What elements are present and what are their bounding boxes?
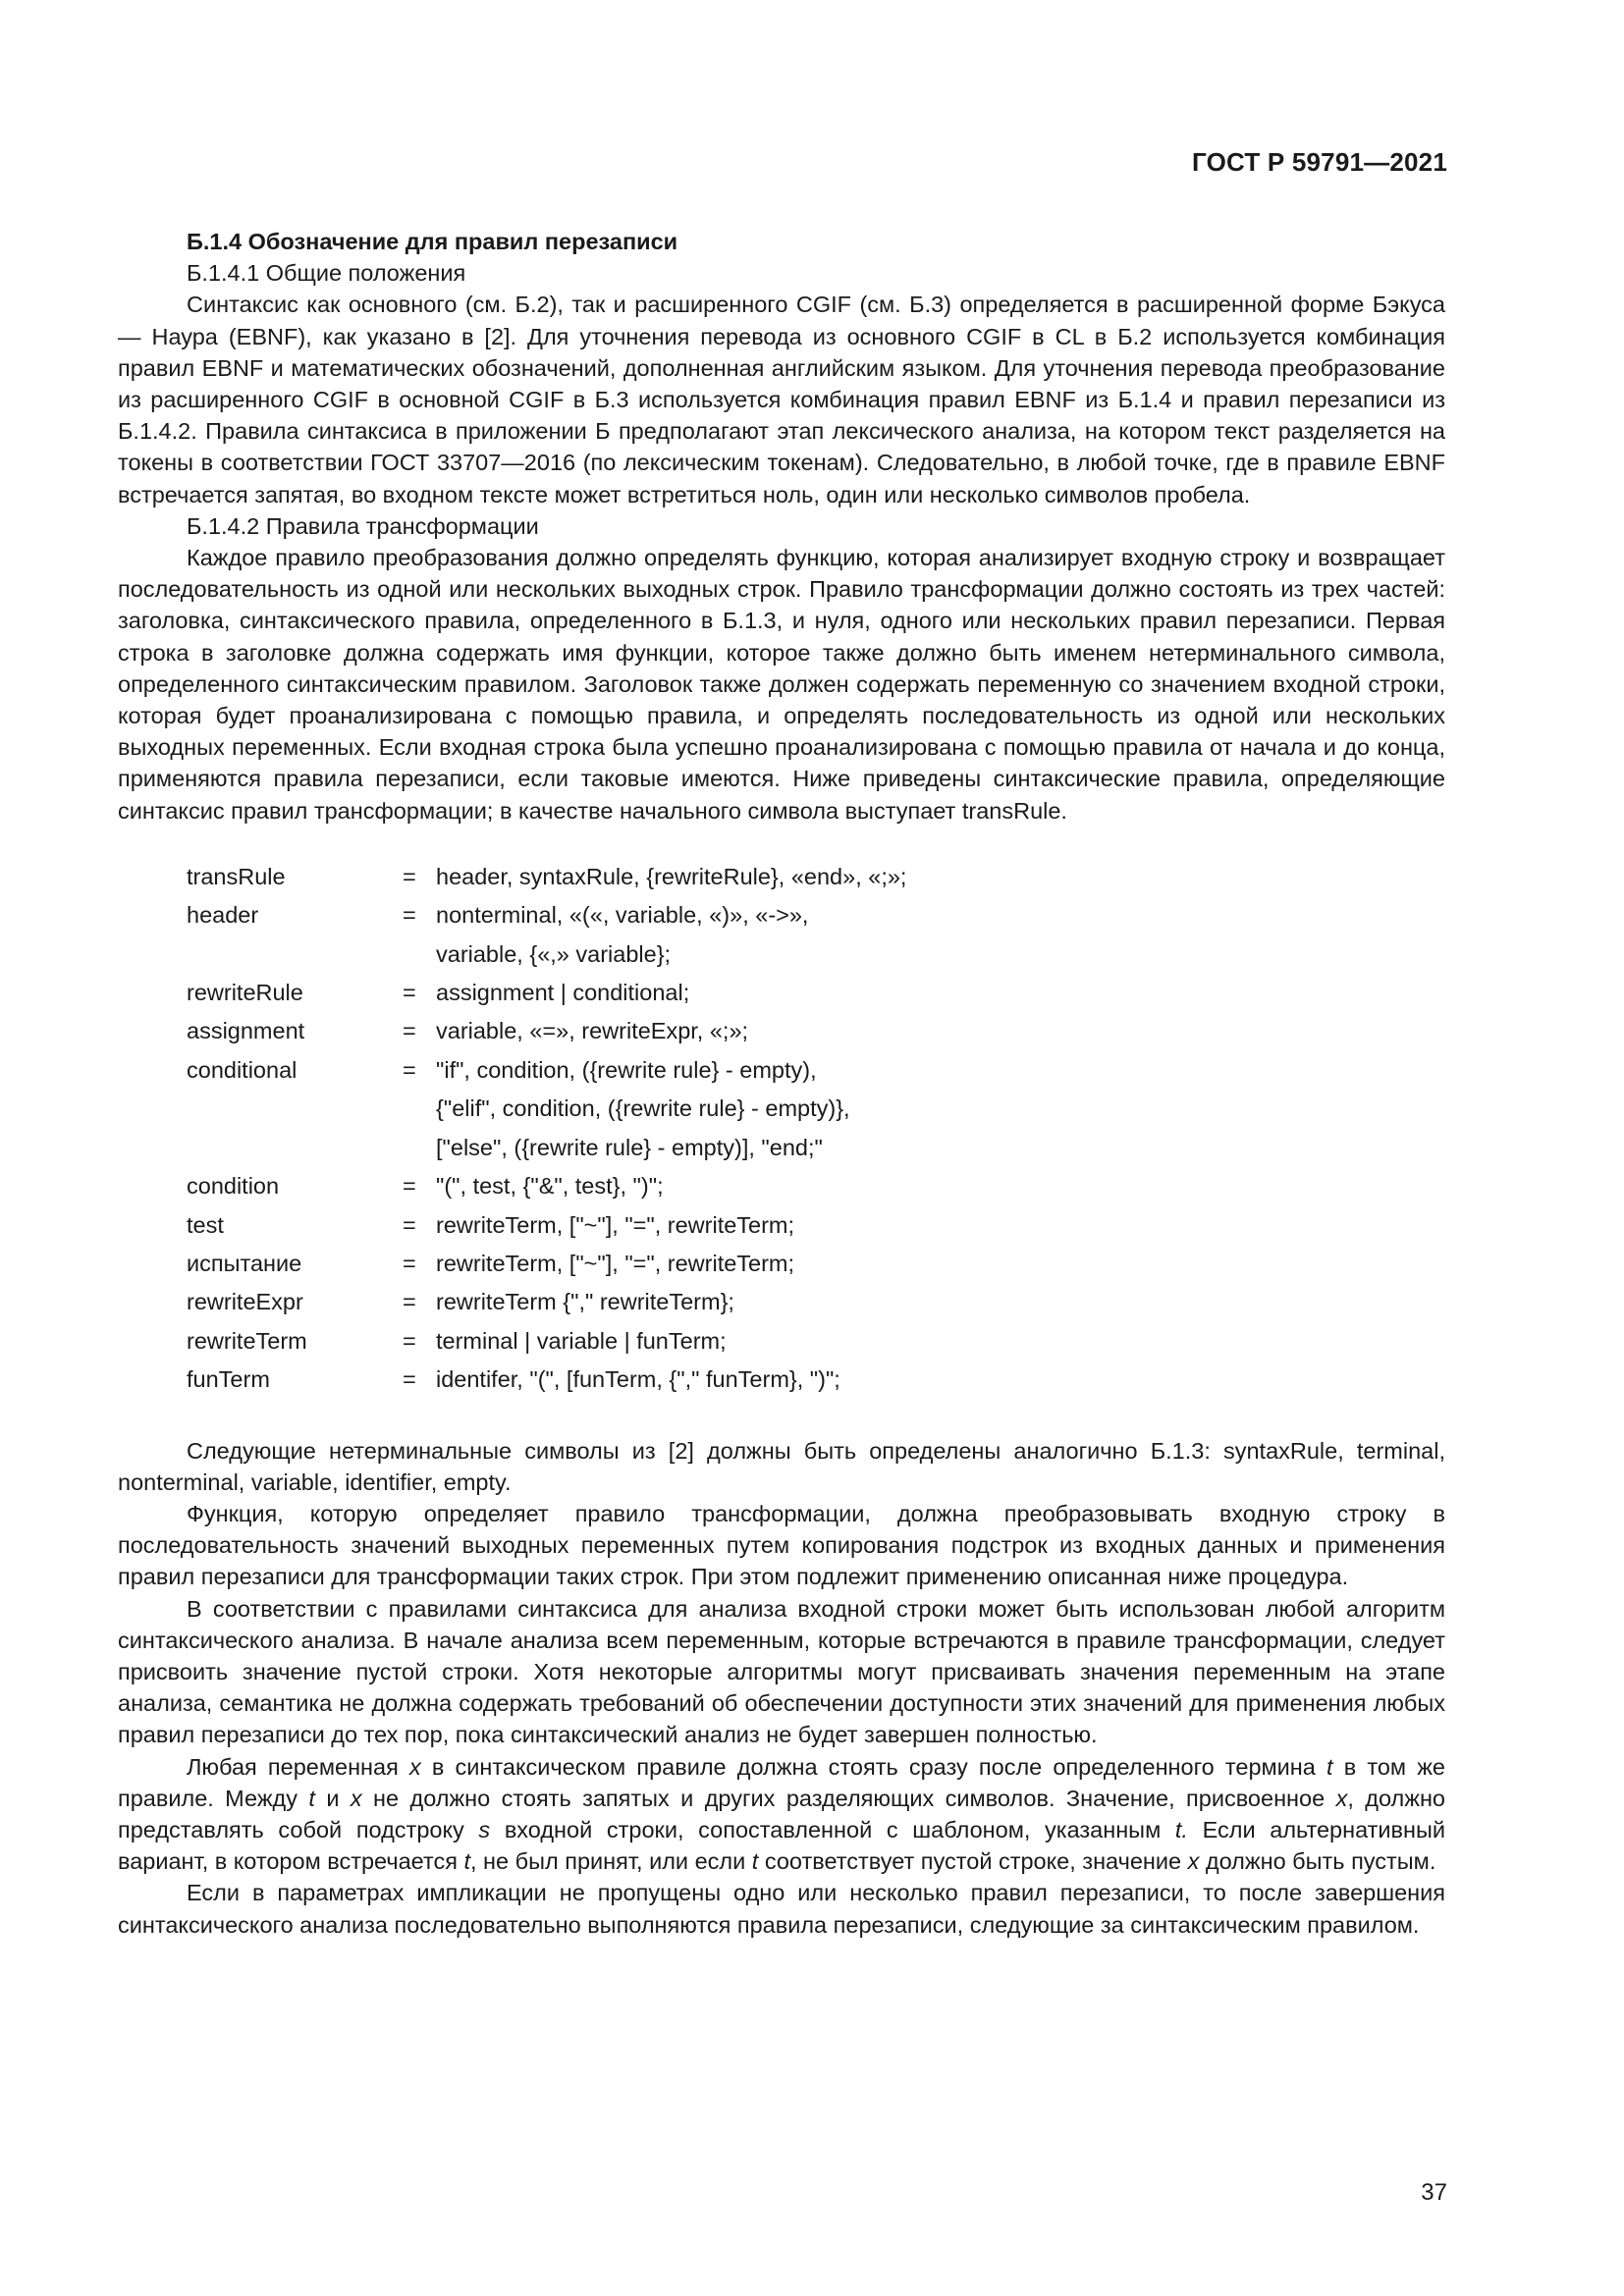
grammar-equals: = xyxy=(403,1173,416,1200)
grammar-equals: = xyxy=(403,1289,416,1315)
grammar-nonterminal: испытание xyxy=(187,1250,302,1276)
text-span: входной строки, сопоставленной с шаблоном, указанным xyxy=(490,1816,1175,1842)
grammar-definition: {"elif", condition, ({rewrite rule} - empty)}, xyxy=(436,1095,850,1122)
text-span: , должно представлять собой подстроку xyxy=(118,1785,1445,1842)
grammar-equals xyxy=(403,1090,436,1128)
text-span: Любая переменная xyxy=(187,1753,409,1780)
grammar-nonterminal xyxy=(187,1090,403,1128)
text-span: в том же правиле. Между xyxy=(118,1753,1446,1811)
var-t: t. xyxy=(1174,1816,1188,1842)
page-content xyxy=(118,226,1445,1941)
grammar-equals: = xyxy=(403,1366,416,1393)
grammar-equals: = xyxy=(403,1327,416,1354)
grammar-nonterminal: header xyxy=(187,902,259,929)
grammar-definition: "(", test, {"&", test}, ")"; xyxy=(436,1173,664,1200)
grammar-row xyxy=(187,974,906,1012)
var-x: x xyxy=(1187,1848,1200,1875)
grammar-definition: variable, «=», rewriteExpr, «;»; xyxy=(436,1018,749,1044)
paragraph-general: Синтаксис как основного (см. Б.2), так и расширенного CGIF (см. Б.3) определяется в расширенной форме Бэкуса — Наура (EBNF), как указано в [2]. Для уточнения перевода из основного CGIF в CL в Б.2 используется комбинация правил EBNF и математических обозначений, дополненная английским языком. Для уточнения перевода преобразование из расширенного CGIF в основной CGIF в Б.3 используется комбинация правил EBNF из Б.1.4 и правил перезаписи из Б.1.4.2. Правила синтаксиса в приложении Б предполагают этап лексического анализа, на котором текст разделяется на токены в соответствии ГОСТ 33707—2016 (по лексическим токенам). Следовательно, в любой точке, где в правиле EBNF встречается запятая, во входном тексте может встретиться ноль, один или несколько символов пробела. xyxy=(118,292,1445,507)
subsection-title-transformation: Б.1.4.2 Правила трансформации xyxy=(187,512,539,539)
grammar-row xyxy=(187,1361,906,1399)
var-t: t xyxy=(463,1848,470,1875)
paragraph-function: Функция, которую определяет правило трансформации, должна преобразовывать входную строку в последовательность значений выходных переменных путем копирования подстрок из входных данных и применения правил перезаписи для трансформации таких строк. При этом подлежит применению описанная ниже процедура. xyxy=(118,1500,1445,1590)
grammar-rules-table xyxy=(187,858,906,1400)
text-span: не должно стоять запятых и других разделяющих символов. Значение, присвоенное xyxy=(361,1785,1336,1811)
var-t: t xyxy=(751,1848,759,1875)
grammar-equals: = xyxy=(403,980,416,1006)
grammar-row xyxy=(187,1012,906,1050)
grammar-nonterminal: test xyxy=(187,1211,224,1238)
grammar-definition: rewriteTerm {"," rewriteTerm}; xyxy=(436,1289,734,1315)
text-span: в синтаксическом правиле должна стоять сразу после определенного термина xyxy=(420,1753,1327,1780)
grammar-equals: = xyxy=(403,1018,416,1044)
grammar-row xyxy=(187,1283,906,1321)
grammar-nonterminal: conditional xyxy=(187,1056,298,1083)
grammar-definition: identifer, "(", [funTerm, {"," funTerm}, ")"; xyxy=(436,1366,840,1393)
grammar-nonterminal: transRule xyxy=(187,863,286,889)
grammar-definition: ["else", ({rewrite rule} - empty)], "end;" xyxy=(436,1134,823,1160)
grammar-equals xyxy=(403,1129,436,1167)
page-number: 37 xyxy=(1421,2179,1447,2206)
grammar-equals: = xyxy=(403,1056,416,1083)
grammar-row xyxy=(187,1167,906,1205)
grammar-row xyxy=(187,935,906,974)
text-span: Если альтернативный вариант, в котором встречается xyxy=(118,1816,1445,1875)
var-s: s xyxy=(478,1816,491,1842)
grammar-equals xyxy=(403,935,436,974)
paragraph-nonterminals: Следующие нетерминальные символы из [2] должны быть определены аналогично Б.1.3: syntaxRule, terminal, nonterminal, variable, identifier, empty. xyxy=(118,1437,1445,1495)
text-span: соответствует пустой строке, значение xyxy=(758,1848,1188,1875)
var-x: x xyxy=(350,1785,362,1811)
var-t: t xyxy=(308,1785,315,1811)
grammar-row xyxy=(187,1051,906,1090)
grammar-row xyxy=(187,1206,906,1245)
grammar-equals: = xyxy=(403,902,416,929)
grammar-row xyxy=(187,1129,906,1167)
text-span: должно быть пустым. xyxy=(1199,1848,1436,1875)
var-x: x xyxy=(408,1753,421,1780)
grammar-definition: rewriteTerm, ["~"], "=", rewriteTerm; xyxy=(436,1211,795,1238)
paragraph-transformation: Каждое правило преобразования должно определять функцию, которая анализирует входную строку и возвращает последовательность из одной или нескольких выходных строк. Правило трансформации должно состоять из трех частей: заголовка, синтаксического правила, определенного в Б.1.3, и нуля, одного или нескольких правил перезаписи. Первая строка в заголовке должна содержать имя функции, которое также должно быть именем нетерминального символа, определенного синтаксическим правилом. Заголовок также должен содержать переменную со значением входной строки, которая будет проанализирована с помощью правила, и определять последовательность из одной или нескольких выходных переменных. Если входная строка была успешно проанализирована с помощью правила от начала и до конца, применяются правила перезаписи, если таковые имеются. Ниже приведены синтаксические правила, определяющие синтаксис правил трансформации; в качестве начального символа выступает transRule. xyxy=(118,545,1445,824)
var-t: t xyxy=(1326,1753,1333,1780)
grammar-row xyxy=(187,1090,906,1128)
section-heading: Б.1.4 Обозначение для правил перезаписи xyxy=(187,229,678,254)
subsection-title-general: Б.1.4.1 Общие положения xyxy=(187,260,466,287)
grammar-nonterminal xyxy=(187,1129,403,1167)
text-span: и xyxy=(314,1785,351,1811)
paragraph-parsing: В соответствии с правилами синтаксиса для анализа входной строки может быть использован любой алгоритм синтаксического анализа. В начале анализа всем переменным, которые встречаются в правиле трансформации, следует присвоить значение пустой строки. Хотя некоторые алгоритмы могут присваивать значения переменным на этапе анализа, семантика не должна содержать требований об обеспечении доступности этих значений для применения любых правил перезаписи до тех пор, пока синтаксический анализ не будет завершен полностью. xyxy=(118,1595,1445,1748)
standard-code: ГОСТ Р 59791—2021 xyxy=(1192,147,1447,177)
grammar-row xyxy=(187,858,906,896)
grammar-nonterminal: condition xyxy=(187,1173,280,1200)
grammar-nonterminal: assignment xyxy=(187,1018,305,1044)
var-x: x xyxy=(1335,1785,1348,1811)
grammar-definition: assignment | conditional; xyxy=(436,980,690,1006)
grammar-row xyxy=(187,896,906,934)
grammar-row xyxy=(187,1245,906,1283)
grammar-nonterminal: rewriteRule xyxy=(187,980,303,1006)
grammar-definition: terminal | variable | funTerm; xyxy=(436,1327,727,1354)
grammar-definition: "if", condition, ({rewrite rule} - empty), xyxy=(436,1056,817,1083)
grammar-nonterminal: funTerm xyxy=(187,1366,270,1393)
text-span: , не был принят, или если xyxy=(470,1848,752,1875)
grammar-equals: = xyxy=(403,1250,416,1276)
grammar-definition: variable, {«,» variable}; xyxy=(436,940,672,967)
grammar-nonterminal: rewriteExpr xyxy=(187,1289,303,1315)
grammar-definition: rewriteTerm, ["~"], "=", rewriteTerm; xyxy=(436,1250,795,1276)
grammar-definition: nonterminal, «(«, variable, «)», «->», xyxy=(436,902,809,929)
paragraph-rewrite-execution: Если в параметрах импликации не пропущены одно или несколько правил перезаписи, то после завершения синтаксического анализа последовательно выполняются правила перезаписи, следующие за синтаксическим правилом. xyxy=(118,1880,1445,1938)
grammar-definition: header, syntaxRule, {rewriteRule}, «end», «;»; xyxy=(436,863,907,889)
paragraph-variables xyxy=(118,1751,1445,1878)
grammar-equals: = xyxy=(403,863,416,889)
grammar-nonterminal xyxy=(187,935,403,974)
grammar-row xyxy=(187,1322,906,1361)
grammar-nonterminal: rewriteTerm xyxy=(187,1327,307,1354)
grammar-equals: = xyxy=(403,1211,416,1238)
